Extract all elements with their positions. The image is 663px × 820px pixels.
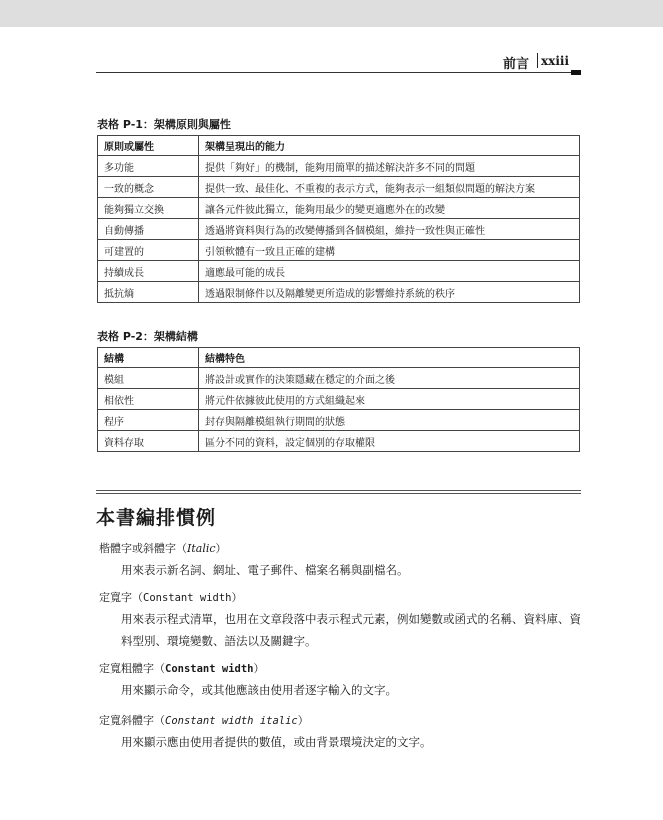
term-close: ）: [253, 662, 265, 675]
table-cell: 區分不同的資料，設定個別的存取權限: [199, 431, 580, 452]
table-cell: 將元件依據彼此使用的方式組織起來: [199, 389, 580, 410]
column-header: 結構特色: [199, 348, 580, 368]
table-cell: 資料存取: [98, 431, 199, 452]
table-row: [98, 431, 580, 452]
table1-caption: 表格 P-1：架構原則與屬性: [97, 118, 231, 131]
table-cell: 提供一致、最佳化、不重複的表示方式，能夠表示一組類似問題的解決方案: [199, 177, 580, 198]
term-label: 楷體字或斜體字（: [99, 542, 187, 555]
term-close: ）: [297, 714, 309, 727]
table-row: [98, 198, 580, 219]
table-cell: 引領軟體有一致且正確的建構: [199, 240, 580, 261]
term-close: ）: [215, 542, 227, 555]
scan-top-band: [0, 0, 663, 27]
table-row: [98, 368, 580, 389]
table-cell: 程序: [98, 410, 199, 431]
term-sample: Constant width: [143, 592, 232, 604]
table-cell: 透過限制條件以及隔離變更所造成的影響維持系統的秩序: [199, 282, 580, 303]
term-sample: Italic: [187, 542, 216, 555]
page-number: xxiii: [541, 54, 569, 68]
table-row: [98, 240, 580, 261]
table-cell: 模組: [98, 368, 199, 389]
table-cell: 適應最可能的成長: [199, 261, 580, 282]
table-cell: 抵抗熵: [98, 282, 199, 303]
table-principles: [97, 135, 580, 303]
table-row: [98, 261, 580, 282]
header-title: 前言: [502, 57, 529, 72]
table-cell: 將設計或實作的決策隱藏在穩定的介面之後: [199, 368, 580, 389]
column-header: 原則或屬性: [98, 136, 199, 156]
term-sample: Constant width italic: [165, 715, 298, 727]
convention-term-italic: [99, 540, 227, 556]
table-cell: 多功能: [98, 156, 199, 177]
section-title: 本書編排慣例: [96, 507, 217, 529]
convention-desc-constant-width: 用來表示程式清單，也用在文章段落中表示程式元素，例如變數或函式的名稱、資料庫、資料型別、環境變數、語法以及關鍵字。: [121, 612, 581, 648]
table-cell: 封存與隔離模組執行期間的狀態: [199, 410, 580, 431]
column-header: 架構呈現出的能力: [199, 136, 580, 156]
convention-desc-constant-width-bold: 用來顯示命令，或其他應該由使用者逐字輸入的文字。: [121, 683, 397, 697]
table2-caption: 表格 P-2：架構結構: [97, 330, 198, 343]
running-header: [96, 52, 581, 73]
convention-term-constant-width-italic: [99, 712, 309, 728]
table-cell: 相依性: [98, 389, 199, 410]
table-cell: 一致的概念: [98, 177, 199, 198]
table-row: [98, 177, 580, 198]
table-structures: [97, 347, 580, 452]
convention-desc-italic: 用來表示新名詞、網址、電子郵件、檔案名稱與副檔名。: [121, 563, 409, 577]
header-tab-mark: [571, 70, 581, 75]
section-divider: [96, 490, 581, 494]
table-cell: 可建置的: [98, 240, 199, 261]
convention-desc-constant-width-italic: 用來顯示應由使用者提供的數值，或由背景環境決定的文字。: [121, 735, 432, 749]
convention-term-constant-width-bold: [99, 660, 265, 676]
term-label: 定寬斜體字（: [99, 714, 165, 727]
term-label: 定寬字（: [99, 591, 143, 604]
term-sample: Constant width: [165, 663, 254, 675]
table-cell: 能夠獨立交換: [98, 198, 199, 219]
table-row: [98, 282, 580, 303]
table-cell: 透過將資料與行為的改變傳播到各個模組，維持一致性與正確性: [199, 219, 580, 240]
table-cell: 持續成長: [98, 261, 199, 282]
table-cell: 自動傳播: [98, 219, 199, 240]
table-cell: 讓各元件彼此獨立，能夠用最少的變更適應外在的改變: [199, 198, 580, 219]
column-header: 結構: [98, 348, 199, 368]
convention-term-constant-width: [99, 589, 243, 605]
term-label: 定寬粗體字（: [99, 662, 165, 675]
table-row: [98, 389, 580, 410]
header-separator: [537, 53, 538, 68]
table-row: [98, 410, 580, 431]
table-header-row: [98, 348, 580, 368]
table-row: [98, 156, 580, 177]
table-cell: 提供「夠好」的機制，能夠用簡單的描述解決許多不同的問題: [199, 156, 580, 177]
term-close: ）: [231, 591, 243, 604]
table-header-row: [98, 136, 580, 156]
table-row: [98, 219, 580, 240]
